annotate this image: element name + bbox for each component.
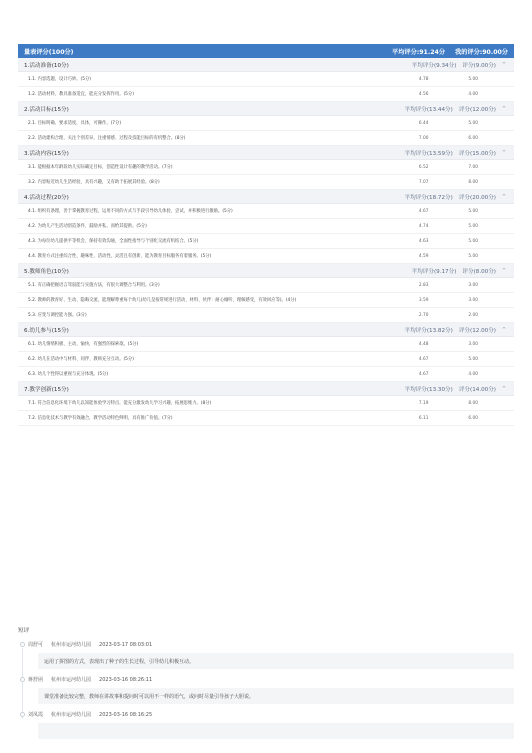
- criteria-my-score: 5.00: [468, 356, 478, 362]
- comment-text: [38, 723, 514, 739]
- criteria-my-score: 4.00: [468, 91, 478, 97]
- criteria-avg-score: 6.52: [418, 164, 429, 170]
- score-section: [18, 264, 514, 323]
- section-my-score: 评分(14.00分): [458, 386, 496, 393]
- criteria-row: [18, 72, 514, 87]
- section-title: 2.活动目标(15分): [24, 106, 69, 113]
- score-section: [18, 58, 514, 102]
- section-avg-score: 平均评分(9.34分): [411, 62, 457, 69]
- criteria-label: 5.2. 教师的教育好、生动、隐晦交流，能理解尊重每个幼儿(幼儿是按常规进行活动、材料、伙伴：耐心倾听，理解感受，有效回应等)。(4分): [28, 298, 297, 303]
- comment-time: 2023-03-16 08:16:25: [99, 711, 153, 718]
- criteria-label: 6.1. 幼儿情绪积极、主动、愉快，有强烈的探索欲。(5分): [28, 342, 139, 347]
- section-avg-score: 平均评分(18.72分): [404, 194, 453, 201]
- section-title: 3.活动内容(15分): [24, 150, 69, 157]
- comment-school: 杭州市运河幼儿园: [51, 642, 92, 648]
- criteria-label: 7.1. 符合信息化环境下幼儿以知能体验学习特点，能充分激发幼儿学习兴趣，拓展思维力。(8分): [28, 401, 212, 406]
- criteria-row: [18, 352, 514, 367]
- criteria-my-score: 4.00: [468, 371, 478, 377]
- criteria-label: 4.3. 为每位幼儿提供平等机会，保持有效沟通，全面性指导与个别化交流有机结合。(5分): [28, 239, 199, 244]
- criteria-avg-score: 7.07: [418, 179, 429, 185]
- criteria-my-score: 8.00: [468, 179, 478, 185]
- sections-container: [18, 58, 514, 426]
- chevron-up-icon[interactable]: ^: [501, 267, 507, 274]
- comment-list: [18, 640, 514, 739]
- section-title: 5.教师角色(10分): [24, 268, 69, 275]
- criteria-label: 5.1. 有正确把握语言驾驭能与实施方法，有很大调整合与利用。(3分): [28, 283, 160, 288]
- criteria-row: [18, 175, 514, 190]
- comment-entry: [18, 710, 514, 739]
- score-section: [18, 382, 514, 426]
- criteria-avg-score: 7.00: [418, 135, 429, 141]
- section-avg-score: 平均评分(13.59分): [404, 150, 453, 157]
- comment-entry: [18, 675, 514, 704]
- comment-time: 2023-03-16 08:26:11: [99, 676, 153, 683]
- score-table: [18, 44, 514, 426]
- section-my-score: 评分(15.00分): [458, 150, 496, 157]
- criteria-my-score: 6.00: [468, 135, 478, 141]
- criteria-my-score: 8.00: [468, 400, 478, 406]
- criteria-avg-score: 7.19: [418, 400, 429, 406]
- criteria-my-score: 5.00: [468, 238, 478, 244]
- criteria-row: [18, 396, 514, 411]
- comment-author: 刘凤霞: [28, 712, 44, 718]
- chevron-up-icon[interactable]: ^: [501, 149, 507, 156]
- section-header[interactable]: [18, 382, 514, 396]
- comment-author: 蒋舒函: [28, 677, 44, 683]
- criteria-my-score: 5.00: [468, 76, 478, 82]
- section-header[interactable]: [18, 323, 514, 337]
- section-avg-score: 平均评分(13.30分): [404, 386, 453, 393]
- criteria-my-score: 7.00: [468, 164, 478, 170]
- comment-meta: [28, 640, 514, 649]
- section-my-score: 评分(9.00分): [462, 62, 496, 69]
- section-avg-score: 平均评分(13.82分): [404, 327, 453, 334]
- criteria-avg-score: 4.63: [418, 238, 429, 244]
- criteria-label: 2.1. 目标明确、要求适度，具体，可操作。(7分): [28, 121, 121, 126]
- criteria-row: [18, 204, 514, 219]
- criteria-row: [18, 293, 514, 308]
- criteria-label: 4.2. 为幼儿产生活动创造条件，鼓励并私，而给其提供。(5分): [28, 224, 147, 229]
- criteria-label: 6.2. 幼儿在活动中与材料、同伴、教师充分互动。(5分): [28, 357, 134, 362]
- score-header-avg: 平均评分:91.24分: [392, 48, 446, 56]
- criteria-my-score: 5.00: [468, 208, 478, 214]
- comment-school: 杭州市运河幼儿园: [51, 677, 92, 683]
- section-my-score: 评分(12.00分): [458, 106, 496, 113]
- criteria-avg-score: 2.70: [418, 312, 429, 318]
- score-section: [18, 102, 514, 146]
- section-my-score: 评分(8.00分): [462, 268, 496, 275]
- criteria-row: [18, 278, 514, 293]
- criteria-my-score: 6.00: [468, 415, 478, 421]
- criteria-row: [18, 308, 514, 323]
- comment-entry: [18, 640, 514, 669]
- section-my-score: 评分(12.00分): [458, 327, 496, 334]
- comment-meta: [28, 710, 514, 719]
- criteria-row: [18, 337, 514, 352]
- section-header[interactable]: [18, 146, 514, 160]
- score-header-mine: 我的评分:90.00分: [455, 48, 508, 56]
- criteria-label: 3.1. 能根据本年龄段幼儿实际确定目标，创造性设计有趣的教学活动。(7分): [28, 165, 173, 170]
- criteria-avg-score: 6.44: [418, 120, 429, 126]
- criteria-my-score: 3.00: [468, 282, 478, 288]
- timeline-dot-icon: [20, 712, 25, 717]
- criteria-label: 4.4. 教育方式注重综合性、趣味性、活动性，灵活且有创新，能为教育目标服务有着服务。(5分): [28, 254, 212, 259]
- timeline-dot-icon: [20, 677, 25, 682]
- score-section: [18, 146, 514, 190]
- criteria-avg-score: 4.59: [418, 253, 429, 259]
- section-title: 6.幼儿参与(15分): [24, 327, 69, 334]
- criteria-my-score: 3.00: [468, 297, 478, 303]
- criteria-my-score: 5.00: [468, 120, 478, 126]
- chevron-up-icon[interactable]: ^: [501, 61, 507, 68]
- criteria-label: 4.1. 组织有条理，善于掌握教育过程，运用不同的方式与手段引导幼儿体验、尝试，并积极进行激励。(5分): [28, 209, 233, 214]
- comments-panel: [18, 626, 514, 739]
- section-title: 7.教学创新(15分): [24, 386, 69, 393]
- section-header[interactable]: [18, 58, 514, 72]
- chevron-up-icon[interactable]: ^: [501, 326, 507, 333]
- score-header: [18, 44, 514, 58]
- section-my-score: 评分(20.00分): [458, 194, 496, 201]
- criteria-row: [18, 160, 514, 175]
- section-avg-score: 平均评分(13.44分): [404, 106, 453, 113]
- criteria-my-score: 3.00: [468, 341, 478, 347]
- score-section: [18, 190, 514, 264]
- timeline-dot-icon: [20, 642, 25, 647]
- comments-title: 短评: [18, 628, 30, 634]
- criteria-label: 7.2. 信息化技术与教学有效融合，教学活动特色鲜明，具有推广价值。(7分): [28, 416, 173, 421]
- criteria-avg-score: 4.67: [418, 371, 429, 377]
- criteria-avg-score: 4.56: [418, 91, 429, 97]
- criteria-row: [18, 367, 514, 382]
- criteria-avg-score: 4.78: [418, 76, 429, 82]
- criteria-avg-score: 4.74: [418, 223, 429, 229]
- comment-text: 课堂准备比较完整，教师在讲故事和提问时可以用不一样的语气，或问时尽量引导孩子大胆说。: [38, 688, 514, 704]
- criteria-avg-score: 4.67: [418, 356, 429, 362]
- criteria-label: 6.3. 幼儿个性得以重视与充分体现。(5分): [28, 372, 109, 377]
- criteria-row: [18, 87, 514, 102]
- section-title: 4.活动过程(20分): [24, 194, 69, 201]
- criteria-label: 3.2. 内容贴近幼儿生活经验，具有兴趣，又有助于拓展其经验。(8分): [28, 180, 160, 185]
- criteria-label: 1.2. 活动材料、教具准备适宜，能充分发挥作用。(5分): [28, 92, 134, 97]
- criteria-row: [18, 116, 514, 131]
- comment-time: 2023-03-17 08:03:01: [99, 641, 153, 648]
- comment-school: 杭州市运河幼儿园: [51, 712, 92, 718]
- chevron-up-icon[interactable]: ^: [501, 385, 507, 392]
- comment-author: 周舒可: [28, 642, 44, 648]
- criteria-my-score: 5.00: [468, 223, 478, 229]
- criteria-my-score: 2.00: [468, 312, 478, 318]
- section-header[interactable]: [18, 102, 514, 116]
- criteria-avg-score: 4.67: [418, 208, 429, 214]
- criteria-avg-score: 3.59: [418, 297, 429, 303]
- score-header-title: 量表评分(100分): [24, 48, 74, 56]
- comment-meta: [28, 675, 514, 684]
- section-avg-score: 平均评分(9.17分): [411, 268, 457, 275]
- section-header[interactable]: [18, 190, 514, 204]
- comment-text: 运用了拼图的方式，表现出了种子的生长过程，引导幼儿积极互动。: [38, 653, 514, 669]
- criteria-row: [18, 219, 514, 234]
- criteria-label: 5.3. 应变与调控能力强。(3分): [28, 313, 87, 318]
- criteria-row: [18, 249, 514, 264]
- criteria-label: 1.1. 内容选题、设计巧妙。(5分): [28, 77, 91, 82]
- score-section: [18, 323, 514, 382]
- criteria-avg-score: 6.11: [418, 415, 429, 421]
- criteria-row: [18, 131, 514, 146]
- chevron-up-icon[interactable]: ^: [501, 105, 507, 112]
- criteria-avg-score: 4.48: [418, 341, 429, 347]
- chevron-up-icon[interactable]: ^: [501, 193, 507, 200]
- criteria-avg-score: 2.83: [418, 282, 429, 288]
- criteria-row: [18, 234, 514, 249]
- section-header[interactable]: [18, 264, 514, 278]
- criteria-label: 2.2. 活动建构合理，关注个别差异，注重情感、过程及技能目标的有机整合。(8分): [28, 136, 186, 141]
- section-title: 1.活动准备(10分): [24, 62, 69, 69]
- criteria-my-score: 5.00: [468, 253, 478, 259]
- criteria-row: [18, 411, 514, 426]
